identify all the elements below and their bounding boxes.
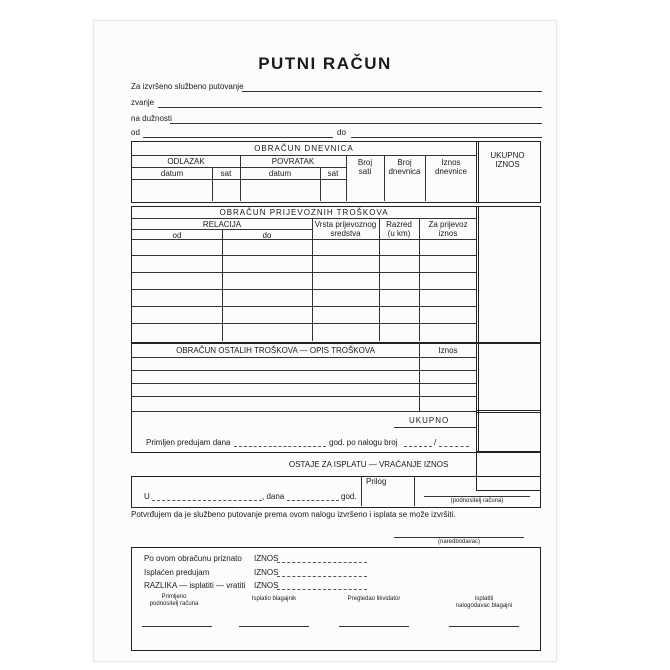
date-field[interactable] — [287, 500, 339, 501]
transport-row[interactable] — [132, 289, 477, 290]
fare-label-1: Za prijevoz — [428, 220, 468, 229]
sig-received-label-1: Primljeno — [161, 594, 187, 600]
order-no-field[interactable] — [404, 446, 432, 447]
attachment-label: Prilog — [366, 477, 387, 486]
transport-total-box — [476, 206, 541, 343]
hours-count-label-2: sati — [358, 167, 372, 176]
recognized-amount-field[interactable] — [277, 562, 367, 563]
other-amount-label: Iznos — [438, 346, 458, 355]
sig-received-line[interactable] — [142, 626, 212, 627]
submitter-signature-label: (podnositelj računa) — [450, 498, 504, 504]
sig-cashier-line[interactable] — [239, 626, 309, 627]
class-km-label-2: (u km) — [387, 229, 411, 238]
transport-row[interactable] — [132, 323, 477, 324]
sig-paid-label-1: Isplatiti — [474, 596, 494, 602]
sig-auditor-label: Pregledao likvidator — [347, 596, 401, 602]
to-line[interactable] — [351, 137, 542, 138]
total-amount-label-1: UKUPNO — [490, 151, 525, 160]
duty-line[interactable] — [170, 123, 542, 124]
approver-signature-label: (naredbodavac) — [437, 539, 481, 545]
duty-label: na dužnosti — [131, 114, 172, 123]
transport-heading: OBRAČUN PRIJEVOZNIH TROŠKOVA — [219, 208, 389, 217]
submitter-signature-line[interactable] — [424, 496, 530, 497]
recognized-amount-label: IZNOS — [254, 554, 279, 563]
form-title: PUTNI RAČUN — [258, 54, 392, 73]
advance-paid-amount-field[interactable] — [277, 576, 367, 577]
other-cost-row[interactable] — [132, 383, 477, 384]
travel-line[interactable] — [242, 91, 542, 92]
route-label: RELACIJA — [202, 220, 242, 229]
order-year-field[interactable] — [439, 446, 469, 447]
return-label: POVRATAK — [271, 157, 315, 166]
approver-signature-line[interactable] — [394, 537, 524, 538]
advance-paid-amount-label: IZNOS — [254, 568, 279, 577]
transport-row[interactable] — [132, 255, 477, 256]
order-no-slash: / — [434, 438, 437, 447]
other-costs-heading: OBRAČUN OSTALIH TROŠKOVA — OPIS TROŠKOVA — [176, 346, 375, 355]
other-cost-row[interactable] — [132, 370, 477, 371]
order-no-label: god. po nalogu broj — [329, 438, 398, 447]
rank-line[interactable] — [158, 107, 542, 108]
from-line[interactable] — [143, 137, 333, 138]
per-diem-count-label-1: Broj — [397, 158, 412, 167]
travel-expense-form — [93, 20, 557, 662]
sig-received-label-2: podnositelj računa — [149, 601, 199, 607]
total-label: UKUPNO — [409, 416, 450, 425]
place-u-label: U — [144, 492, 150, 501]
sig-auditor-line[interactable] — [339, 626, 409, 627]
sig-cashier-label: Isplatio blagajnik — [251, 596, 297, 602]
difference-amount-label: IZNOS — [254, 581, 279, 590]
advance-label: Primljen predujam dana — [146, 438, 231, 447]
difference-label: RAZLIKA — isplatiti — vratiti — [144, 581, 246, 590]
fare-label-2: iznos — [438, 229, 458, 238]
total-amount-label-2: IZNOS — [495, 160, 520, 169]
advance-paid-label: Isplaćen predujam — [144, 568, 210, 577]
return-time-label: sat — [327, 169, 339, 178]
per-diem-heading: OBRAČUN DNEVNICA — [254, 144, 354, 153]
per-diem-amount-label-2: dnevnice — [434, 167, 468, 176]
return-date-label: datum — [268, 169, 292, 178]
transport-row[interactable] — [132, 272, 477, 273]
sig-paid-label-2: nalogodavac blagajni — [455, 603, 513, 609]
date-label: , dana — [262, 492, 285, 501]
other-costs-total-box — [476, 343, 541, 413]
advance-date-field[interactable] — [234, 446, 326, 447]
travel-label: Za izvršeno službeno putovanje — [131, 82, 244, 91]
class-km-label-1: Razred — [386, 220, 412, 229]
transport-row[interactable] — [132, 306, 477, 307]
vehicle-type-label-1: Vrsta prijevoznog — [314, 220, 377, 229]
route-from-label: od — [172, 231, 182, 240]
rank-label: zvanje — [131, 98, 155, 107]
place-field[interactable] — [152, 500, 262, 501]
departure-label: ODLAZAK — [167, 157, 205, 166]
from-label: od — [131, 128, 140, 137]
year-label: god. — [341, 492, 357, 501]
other-costs-table — [131, 343, 479, 453]
vehicle-type-label-2: sredstva — [330, 229, 361, 238]
grand-total-box — [476, 410, 541, 453]
difference-amount-field[interactable] — [277, 589, 367, 590]
remaining-label: OSTAJE ZA ISPLATU — VRAĆANJE IZNOS — [289, 460, 449, 469]
per-diem-count-label-2: dnevnica — [388, 167, 421, 176]
per-diem-amount-label-1: Iznos — [441, 158, 461, 167]
hours-count-label-1: Broj — [357, 158, 373, 167]
confirmation-text: Potvrđujem da je službeno putovanje prema ovom nalogu izvršeno i isplata se može izvršiti. — [131, 510, 456, 519]
departure-date-label: datum — [160, 169, 184, 178]
to-label: do — [337, 128, 346, 137]
route-to-label: do — [262, 231, 272, 240]
other-cost-row[interactable] — [132, 396, 477, 397]
departure-time-label: sat — [220, 169, 232, 178]
sig-paid-line[interactable] — [449, 626, 519, 627]
recognized-label: Po ovom obračunu priznato — [144, 554, 242, 563]
